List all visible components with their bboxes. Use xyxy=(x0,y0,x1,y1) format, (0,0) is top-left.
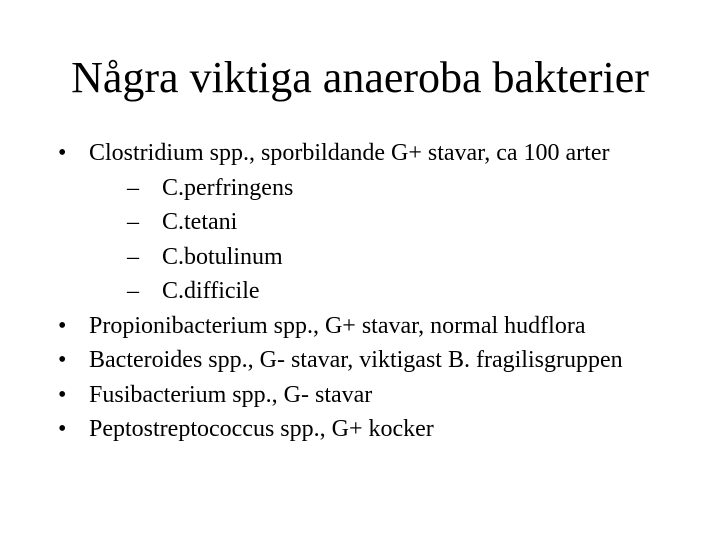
list-item xyxy=(58,138,708,173)
list-item-text: Bacteroides spp., G- stavar, viktigast B. fragilisgruppen xyxy=(89,347,623,373)
bullet-icon: • xyxy=(58,347,67,373)
dash-icon: – xyxy=(127,174,139,201)
list-item-text: Fusibacterium spp., G- stavar xyxy=(89,381,373,408)
dash-icon: – xyxy=(127,243,139,270)
list-item xyxy=(58,311,708,346)
list-item xyxy=(58,380,708,415)
sub-list-item xyxy=(58,276,708,311)
sub-list-item-text: C.botulinum xyxy=(162,243,283,270)
bullet-icon: • xyxy=(58,381,67,408)
list-item-text: Clostridium spp., sporbildande G+ stavar, ca 100 arter xyxy=(89,140,610,166)
sub-list-item-text: C.perfringens xyxy=(162,174,294,201)
slide-title: Några viktiga anaeroba bakterier xyxy=(71,53,649,102)
bullet-icon: • xyxy=(58,416,67,442)
bullet-list xyxy=(58,138,708,449)
sub-list-item xyxy=(58,207,708,242)
sub-list-item xyxy=(58,242,708,277)
list-item-text: Propionibacterium spp., G+ stavar, normal hudflora xyxy=(89,312,586,339)
dash-icon: – xyxy=(127,209,139,235)
bullet-icon: • xyxy=(58,140,67,166)
list-item xyxy=(58,414,708,449)
sub-list-item-text: C.tetani xyxy=(162,209,238,235)
dash-icon: – xyxy=(127,278,139,304)
bullet-icon: • xyxy=(58,312,67,339)
list-item xyxy=(58,345,708,380)
list-item-text: Peptostreptococcus spp., G+ kocker xyxy=(89,416,434,442)
sub-list-item xyxy=(58,173,708,208)
sub-list-item-text: C.difficile xyxy=(162,278,260,304)
